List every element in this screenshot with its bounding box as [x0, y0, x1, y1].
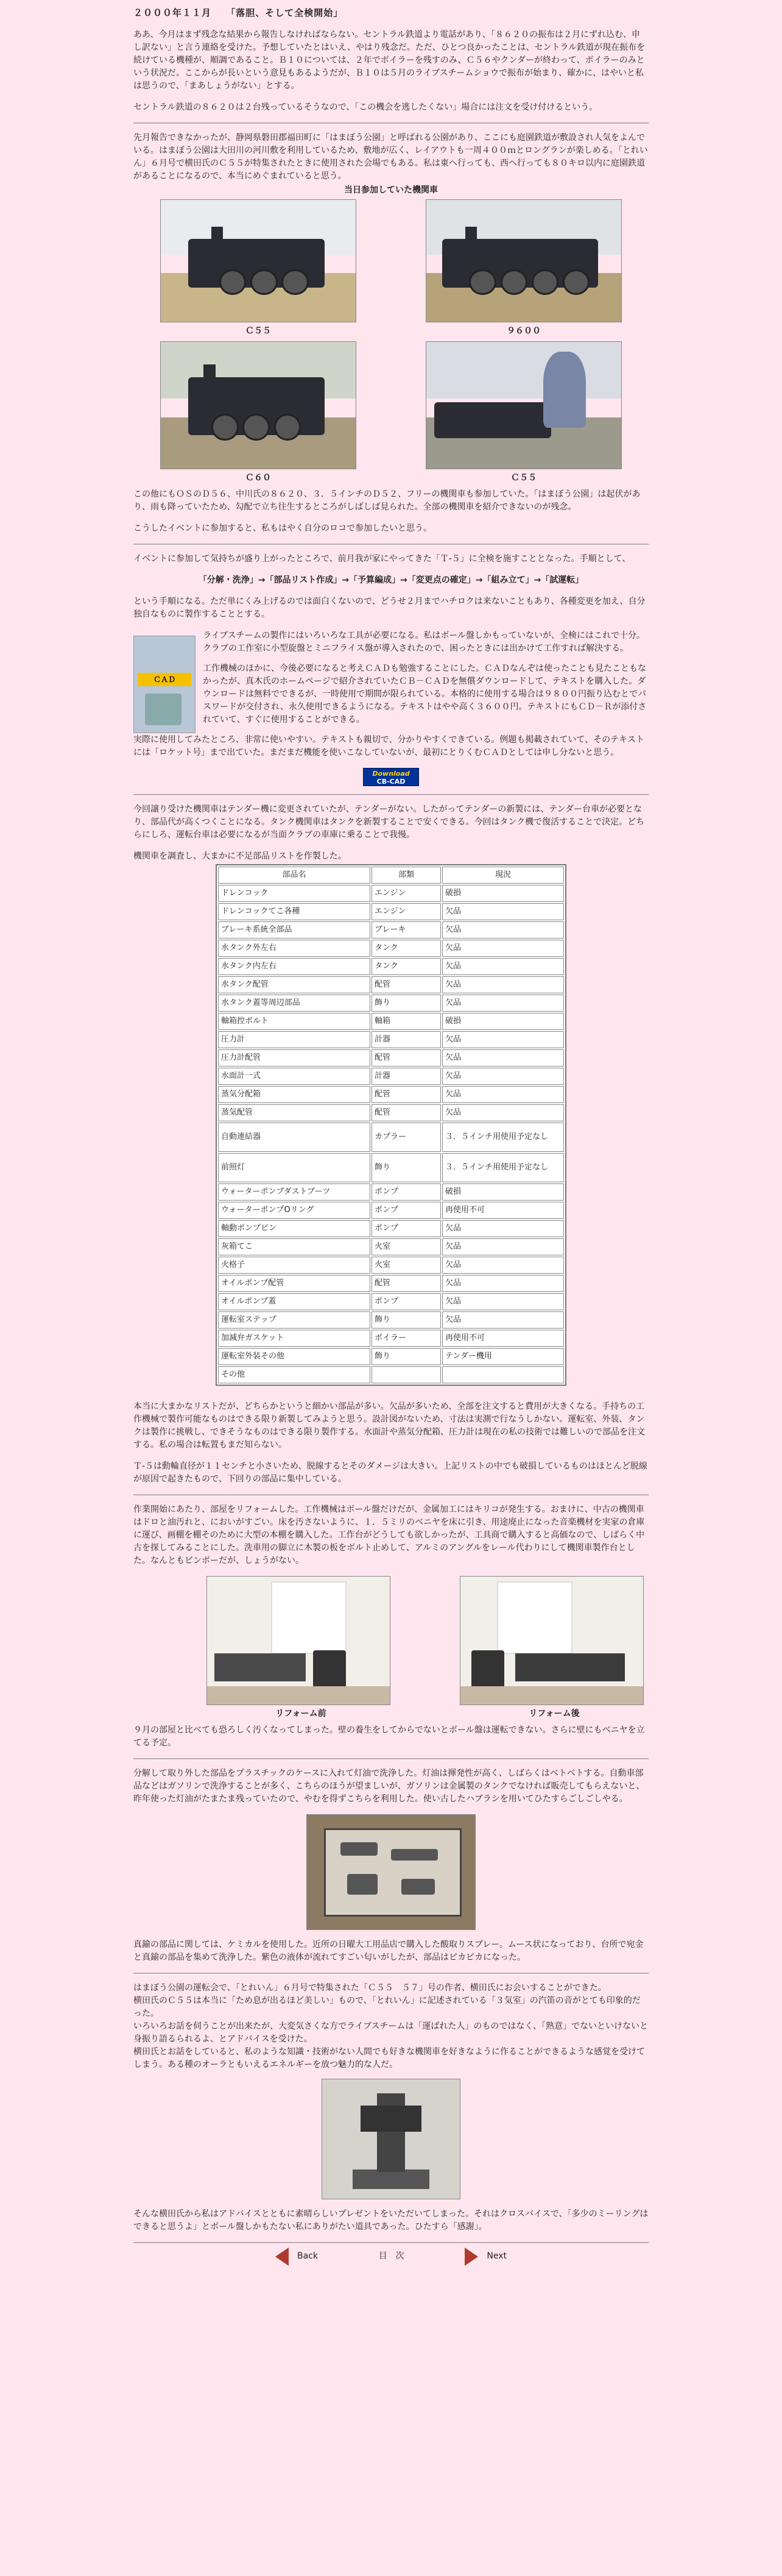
part-name-cell: ウォーターポンプダストブーツ	[218, 1183, 370, 1201]
after-table-paragraph-2: Ｔ-５は動輪直径が１１センチと小さいため、脱線するとそのダメージは大きい。上記リストの中でも破損しているものはほとんど脱線が原因で起きたもので、下回りの部品に集中している。	[133, 1461, 647, 1484]
status-cell: 欠品	[442, 921, 564, 939]
photo-label: Ｃ６０	[245, 472, 271, 483]
status-cell: 破損	[442, 1183, 564, 1201]
status-cell: 欠品	[442, 903, 564, 920]
table-row	[218, 1238, 564, 1255]
back-button[interactable]	[275, 2248, 318, 2266]
locomotive-photo-row-2	[133, 341, 649, 488]
wash-paragraph-1: 分解して取り外した部品をプラスチックのケースに入れて灯油で洗浄した。灯油は揮発性が高く、しばらくはベトベトする。自動車部品などはガソリンで洗浄することが多く、こちらのほうが望ましいが、ガソリンは金属製のタンクでなければ販売してもらえないと、昨年使った灯油がたまたま残っていたので、やむを得ずこちらを利用した。使い古したハブラシを用いてひたすらごしごしやる。	[133, 1768, 645, 1804]
divider	[133, 122, 649, 124]
c55-photo-2	[426, 341, 622, 469]
status-cell: 欠品	[442, 1238, 564, 1255]
category-cell: 軸箱	[372, 1013, 441, 1030]
photo-label: Ｃ５５	[511, 472, 537, 483]
status-cell: テンダー機用	[442, 1348, 564, 1365]
yokota-paragraph-1: はまぼう公園の運転会で、「とれいん」６月号で特集された「Ｃ５５ ５７」号の作者、横田氏にお会いすることができた。	[133, 1982, 607, 1993]
c55-photo	[160, 199, 356, 322]
tender-paragraph-1: 今回譲り受けた機関車はテンダー機に変更されていたが、テンダーがない。したがってテンダーの新製には、テンダー台車が必要となり、部品代が高くつくことになる。タンク機関車はタンクを新製することで安くできる。今回はタンク機で復活することで決定。どちらにしろ、運転台車は必要になるが当面クラブの車庫に乗ることで我慢。	[133, 804, 645, 840]
category-cell: 飾り	[372, 995, 441, 1012]
parts-table-body	[218, 885, 564, 1383]
part-name-cell: 軸動ポンプピン	[218, 1220, 370, 1237]
category-cell: タンク	[372, 940, 441, 957]
download-label: Download	[372, 769, 410, 778]
category-cell: ポンプ	[372, 1293, 441, 1310]
header-category: 部類	[372, 867, 441, 884]
yokota-paragraph-4: 横田氏とお話をしていると、私のような知識・技術がない人間でも好きな機関車を好きなように作ることができるような感覚を受けてしまう。ある種のオーラともいえるエネルギーを放つ魅力的な人だ。	[133, 2046, 645, 2070]
intro-paragraph-2: セントラル鉄道の８６２０は２台残っているそうなので、「この機会を逃したくない」場合には注文を受け付けるという。	[133, 102, 598, 112]
table-row	[218, 921, 564, 939]
header-status: 現況	[442, 867, 564, 884]
event-paragraph-2: この他にもＯＳのＤ５６、中川氏の８６２０、３．５インチのＤ５２、フリーの機関車も参加していた。「はまぼう公園」は起伏があり、雨も降っていたため、勾配で立ち往生するところがしばしば見られた。全部の機関車を紹介できないのが残念。	[133, 489, 641, 512]
status-cell: 欠品	[442, 1275, 564, 1292]
table-row	[218, 995, 564, 1012]
photo-label: Ｃ５５	[245, 325, 271, 336]
divider	[133, 2242, 649, 2244]
category-cell: 飾り	[372, 1348, 441, 1365]
status-cell: 欠品	[442, 958, 564, 975]
c60-photo	[160, 341, 356, 469]
part-name-cell: 前照灯	[218, 1153, 370, 1182]
divider	[133, 1758, 649, 1760]
page-navigation	[275, 2248, 507, 2266]
cross-vise-photo	[322, 2079, 460, 2199]
process-paragraph-1: イベントに参加して気持ちが盛り上がったところで、前月我が家にやってきた「Ｔ-５」に全検を施すこととなった。手順として、	[133, 553, 631, 564]
9600-photo	[426, 199, 622, 322]
divider	[133, 1973, 649, 1975]
next-label: Next	[487, 2251, 507, 2261]
event-photos-heading: 当日参加していた機関車	[344, 185, 438, 195]
process-paragraph-2: という手順になる。ただ単にくみ上げるのでは面白くないので、どうせ２月までハチロクは来ないこともあり、各種変更を加え、自分独自なものに製作することとする。	[133, 596, 646, 619]
category-cell: 配管	[372, 1104, 441, 1121]
part-name-cell: 圧力計	[218, 1031, 370, 1048]
table-row	[218, 1311, 564, 1329]
process-flow: 「分解・洗浄」→「部品リスト作成」→「予算編成」→「変更点の確定」→「組み立て」→「試運転」	[198, 575, 584, 585]
status-cell: 欠品	[442, 1293, 564, 1310]
category-cell: ブレーキ	[372, 921, 441, 939]
status-cell: 欠品	[442, 1049, 564, 1066]
table-row	[218, 958, 564, 975]
table-row	[218, 1257, 564, 1274]
part-name-cell: 水タンク内左右	[218, 958, 370, 975]
table-row	[218, 1366, 564, 1383]
intro-paragraph-1: ああ、今月はまず残念な結果から報告しなければならない。セントラル鉄道より電話があり、「８６２０の振布は２月にずれ込む、申し訳ない」と言う連絡を受けた。予想していたとはいえ、やはり残念だ。ただ、ひとつ良かったことは、セントラル鉄道が現在振布を続けている機種が、順調であること。Ｂ１０については、２年でボイラーを残すのみ、Ｃ５６やクンダーが終わって、ボイラーのみという状況だ。ここからが長いという意見もあるようだが、Ｂ１０は５月のライブスチームショウで振布が始まり、確かに、はやいと私は思うので、「まあしょうがない」とする。	[133, 29, 646, 91]
cad-section	[133, 630, 649, 734]
category-cell: 飾り	[372, 1311, 441, 1329]
download-cb-cad-button[interactable]	[363, 768, 419, 786]
part-name-cell: ドレンコック	[218, 885, 370, 902]
category-cell: 配管	[372, 976, 441, 993]
locomotive-photo-row-1	[133, 199, 649, 341]
cad-paragraph-3: 実際に使用してみたところ、非常に使いやすい。テキストも親切で、分かりやすくできている。例題も掲載されていて、そのテキストには「ロケット号」まで出ていた。まだまだ機能を使いこなしていないが、最初にとりくむＣＡＤとしては申し分ないと思う。	[133, 734, 644, 758]
event-paragraph-1: 先月報告できなかったが、静岡県磐田郡福田町に「はまぼう公園」と呼ばれる公園があり、ここにも庭園鉄道が敷設され人気をよんでいる。はまぼう公園は大田川の河川敷を利用しているため、敷地が広く、レイアウトも一周４００ｍとロングランが楽しめる。「とれいん」６月号で横田氏のＣ５５が特集されたときに使用された会場でもある。私は東へ行っても、西へ行っても８０キロ以内に庭園鉄道があることになるので、本当にめぐまれていると思う。	[133, 132, 648, 181]
part-name-cell: 運転室外装その他	[218, 1348, 370, 1365]
status-cell	[442, 1366, 564, 1383]
table-row	[218, 1220, 564, 1237]
table-row	[218, 940, 564, 957]
yokota-section	[133, 1982, 649, 2071]
category-cell: 配管	[372, 1086, 441, 1103]
part-name-cell: 自動連結器	[218, 1123, 370, 1152]
before-label: リフォーム前	[275, 1708, 326, 1719]
next-button[interactable]	[465, 2248, 507, 2266]
part-name-cell: 圧力計配管	[218, 1049, 370, 1066]
category-cell: ボイラー	[372, 1330, 441, 1347]
part-name-cell: その他	[218, 1366, 370, 1383]
part-name-cell: 軸箱控ボルト	[218, 1013, 370, 1030]
table-row	[218, 1086, 564, 1103]
part-name-cell: ドレンコックてこ各種	[218, 903, 370, 920]
part-name-cell: 蒸気分配箱	[218, 1086, 370, 1103]
category-cell: 計器	[372, 1068, 441, 1085]
part-name-cell: 灰箱てこ	[218, 1238, 370, 1255]
category-cell: 計器	[372, 1031, 441, 1048]
parts-case-photo	[306, 1814, 476, 1930]
download-product: CB-CAD	[376, 777, 406, 786]
table-row	[218, 1275, 564, 1292]
category-cell: 火室	[372, 1238, 441, 1255]
event-paragraph-3: こうしたイベントに参加すると、私もはやく自分のロコで参加したいと思う。	[133, 523, 432, 533]
issue-date: ２０００年１１月	[133, 7, 212, 18]
index-label: 目 次	[378, 2251, 404, 2261]
arrow-left-icon	[275, 2248, 289, 2266]
table-row	[218, 1153, 564, 1182]
table-row	[218, 1049, 564, 1066]
part-name-cell: 水タンク蓋等周辺部品	[218, 995, 370, 1012]
cad-paragraph-2: 工作機械のほかに、今後必要になると考えＣＡＤも勉強することにした。ＣＡＤなんぞは使ったことも見たこともなかったが、真木氏のホームページで紹介されていたＣＢ－ＣＡＤを無償ダウンロードして、テキストを購入した。ダウンロードは無料でできるが、一時使用で期間が限られている。本格的に使用する場合は９８００円振り込むとでパスワードが交付され、永久使用できるようになる。テキストはやや高く３６００円。テキストにもＣＤ－Ｒが添付されていて、すぐに使用することができる。	[203, 663, 647, 725]
status-cell: 欠品	[442, 1086, 564, 1103]
after-table-paragraph-1: 本当に大まかなリストだが、どちらかというと細かい部品が多い。欠品が多いため、全部を注文すると費用が大きくなる。手持ちの工作機械で製作可能なものはできる限り新製してみようと思う。設計図がないため、寸法は実測で行なうしかない。運転室、外装、タンクは製作に挑戦し、できそうなものはできる限り製作する。水面計や蒸気分配箱、圧力計は現在の私の技術では難しいので部品を注文する。私の場合は転置もまだ知らない。	[133, 1401, 645, 1450]
part-name-cell: オイルポンプ配管	[218, 1275, 370, 1292]
page-heading	[133, 6, 649, 20]
part-name-cell: 火格子	[218, 1257, 370, 1274]
status-cell: 破損	[442, 1013, 564, 1030]
table-row	[218, 1068, 564, 1085]
part-name-cell: 加減弁ガスケット	[218, 1330, 370, 1347]
table-row	[218, 1013, 564, 1030]
cad-paragraph-1: ライブスチームの製作にはいろいろな工具が必要になる。私はボール盤しかもっていないが、全検にはこれで十分。クラブの工作室に小型旋盤とミニフライス盤が導入されたので、困ったときには出かけて工作すれば解決する。	[203, 630, 646, 653]
status-cell: 欠品	[442, 1257, 564, 1274]
table-row	[218, 903, 564, 920]
cad-textbook-band: ＣＡＤ	[138, 673, 191, 686]
divider	[133, 1494, 649, 1496]
category-cell: ポンプ	[372, 1220, 441, 1237]
status-cell: 再使用不可	[442, 1202, 564, 1219]
divider	[133, 544, 649, 545]
yokota-paragraph-3: いろいろお話を伺うことが出来たが、大変気さくな方でライブスチームは「運ばれた人」のものではなく、「熟意」でないといけないと身振り語るられるよ、とアドバイスを受けた。	[133, 2021, 649, 2044]
table-row	[218, 1348, 564, 1365]
tender-paragraph-2: 機関車を調査し、大まかに不足部品リストを作製した。	[133, 851, 347, 861]
back-label: Back	[297, 2251, 318, 2261]
category-cell: 飾り	[372, 1153, 441, 1182]
table-row	[218, 1293, 564, 1310]
status-cell: 欠品	[442, 1068, 564, 1085]
part-name-cell: 水タンク外左右	[218, 940, 370, 957]
category-cell: ポンプ	[372, 1183, 441, 1201]
table-row	[218, 1330, 564, 1347]
room-before-photo	[206, 1576, 390, 1705]
status-cell: 欠品	[442, 976, 564, 993]
page-title: 「落胆、そして全検開始」	[226, 7, 343, 18]
photo-label: ９６００	[507, 325, 541, 336]
after-label: リフォーム後	[529, 1708, 580, 1719]
index-link[interactable]	[379, 2250, 404, 2263]
category-cell: 配管	[372, 1049, 441, 1066]
table-row	[218, 1123, 564, 1152]
table-row	[218, 1183, 564, 1201]
category-cell: タンク	[372, 958, 441, 975]
status-cell: ３．５インチ用使用予定なし	[442, 1153, 564, 1182]
status-cell: ３．５インチ用使用予定なし	[442, 1123, 564, 1152]
parts-table-header	[218, 867, 564, 884]
part-name-cell: 蒸気配管	[218, 1104, 370, 1121]
part-name-cell: オイルポンプ蓋	[218, 1293, 370, 1310]
reform-paragraph-2: ９月の部屋と比べても恐ろしく汚くなってしまった。壁の養生をしてからでないとボール盤は運転できない。さらに壁にもベニヤを立てる予定。	[133, 1725, 645, 1748]
category-cell: カプラー	[372, 1123, 441, 1152]
status-cell: 欠品	[442, 995, 564, 1012]
part-name-cell: ウォーターポンプOリング	[218, 1202, 370, 1219]
status-cell: 破損	[442, 885, 564, 902]
table-row	[218, 1202, 564, 1219]
status-cell: 欠品	[442, 940, 564, 957]
divider	[133, 794, 649, 796]
table-row	[218, 976, 564, 993]
part-name-cell: ブレーキ系統全部品	[218, 921, 370, 939]
page	[133, 0, 649, 2266]
status-cell: 欠品	[442, 1311, 564, 1329]
category-cell: 火室	[372, 1257, 441, 1274]
status-cell: 欠品	[442, 1220, 564, 1237]
header-part-name: 部品名	[218, 867, 370, 884]
wash-paragraph-2: 真鍮の部品に関しては、ケミカルを使用した。近所の日曜大工用品店で購入した酸取りスプレー。ムース状になっており、台所で宛金と真鍮の部品を集めて洗浄した。紫色の液体が流れてすごい匂いがしたが、部品はピカピカになった。	[133, 1939, 644, 1962]
status-cell: 欠品	[442, 1104, 564, 1121]
room-after-photo	[460, 1576, 644, 1705]
arrow-right-icon	[465, 2248, 478, 2266]
table-row	[218, 885, 564, 902]
reform-paragraph-1: 作業開始にあたり、部屋をリフォームした。工作機械はボール盤だけだが、金属加工にはキリコが発生する。おまけに、中古の機関車はドロと油汚れと、においがすごい。床を汚さないように、１．５ミリのベニヤを床に引き、用途廃止になった音楽機材を実家の倉庫に運び、画棚を棚そのために大型の本棚を購入した。工作台がどうしても欲しかったが、工具商で購入すると高価なので、しばらく中古を探してみることにした。洗車用の脚立に木製の板をボルト止めして、アルミのアングルをレール代わりにして機関車製作台とした。なんともビンボーだが、しょうがない。	[133, 1504, 645, 1566]
category-cell: エンジン	[372, 885, 441, 902]
table-row	[218, 1031, 564, 1048]
category-cell	[372, 1366, 441, 1383]
part-name-cell: 運転室ステップ	[218, 1311, 370, 1329]
part-name-cell: 水タンク配管	[218, 976, 370, 993]
status-cell: 再使用不可	[442, 1330, 564, 1347]
category-cell: エンジン	[372, 903, 441, 920]
category-cell: 配管	[372, 1275, 441, 1292]
status-cell: 欠品	[442, 1031, 564, 1048]
table-row	[218, 1104, 564, 1121]
parts-table	[216, 864, 566, 1386]
cad-textbook-image	[133, 636, 196, 733]
part-name-cell: 水面計一式	[218, 1068, 370, 1085]
category-cell: ポンプ	[372, 1202, 441, 1219]
yokota-paragraph-5: そんな横田氏から私はアドバイスとともに素晴らしいプレゼントをいただいてしまった。それはクロスバイスで、「多少のミーリングはできると思うよ」とボール盤しかもたない私にありがたい道具であった。ひたすら「感謝」。	[133, 2209, 649, 2232]
yokota-paragraph-2: 横田氏のＣ５５は本当に「ため息が出るほど美しい」もので、「とれいん」に記述されている「３気室」の汽笛の音がとても印象的だった。	[133, 1995, 641, 2018]
